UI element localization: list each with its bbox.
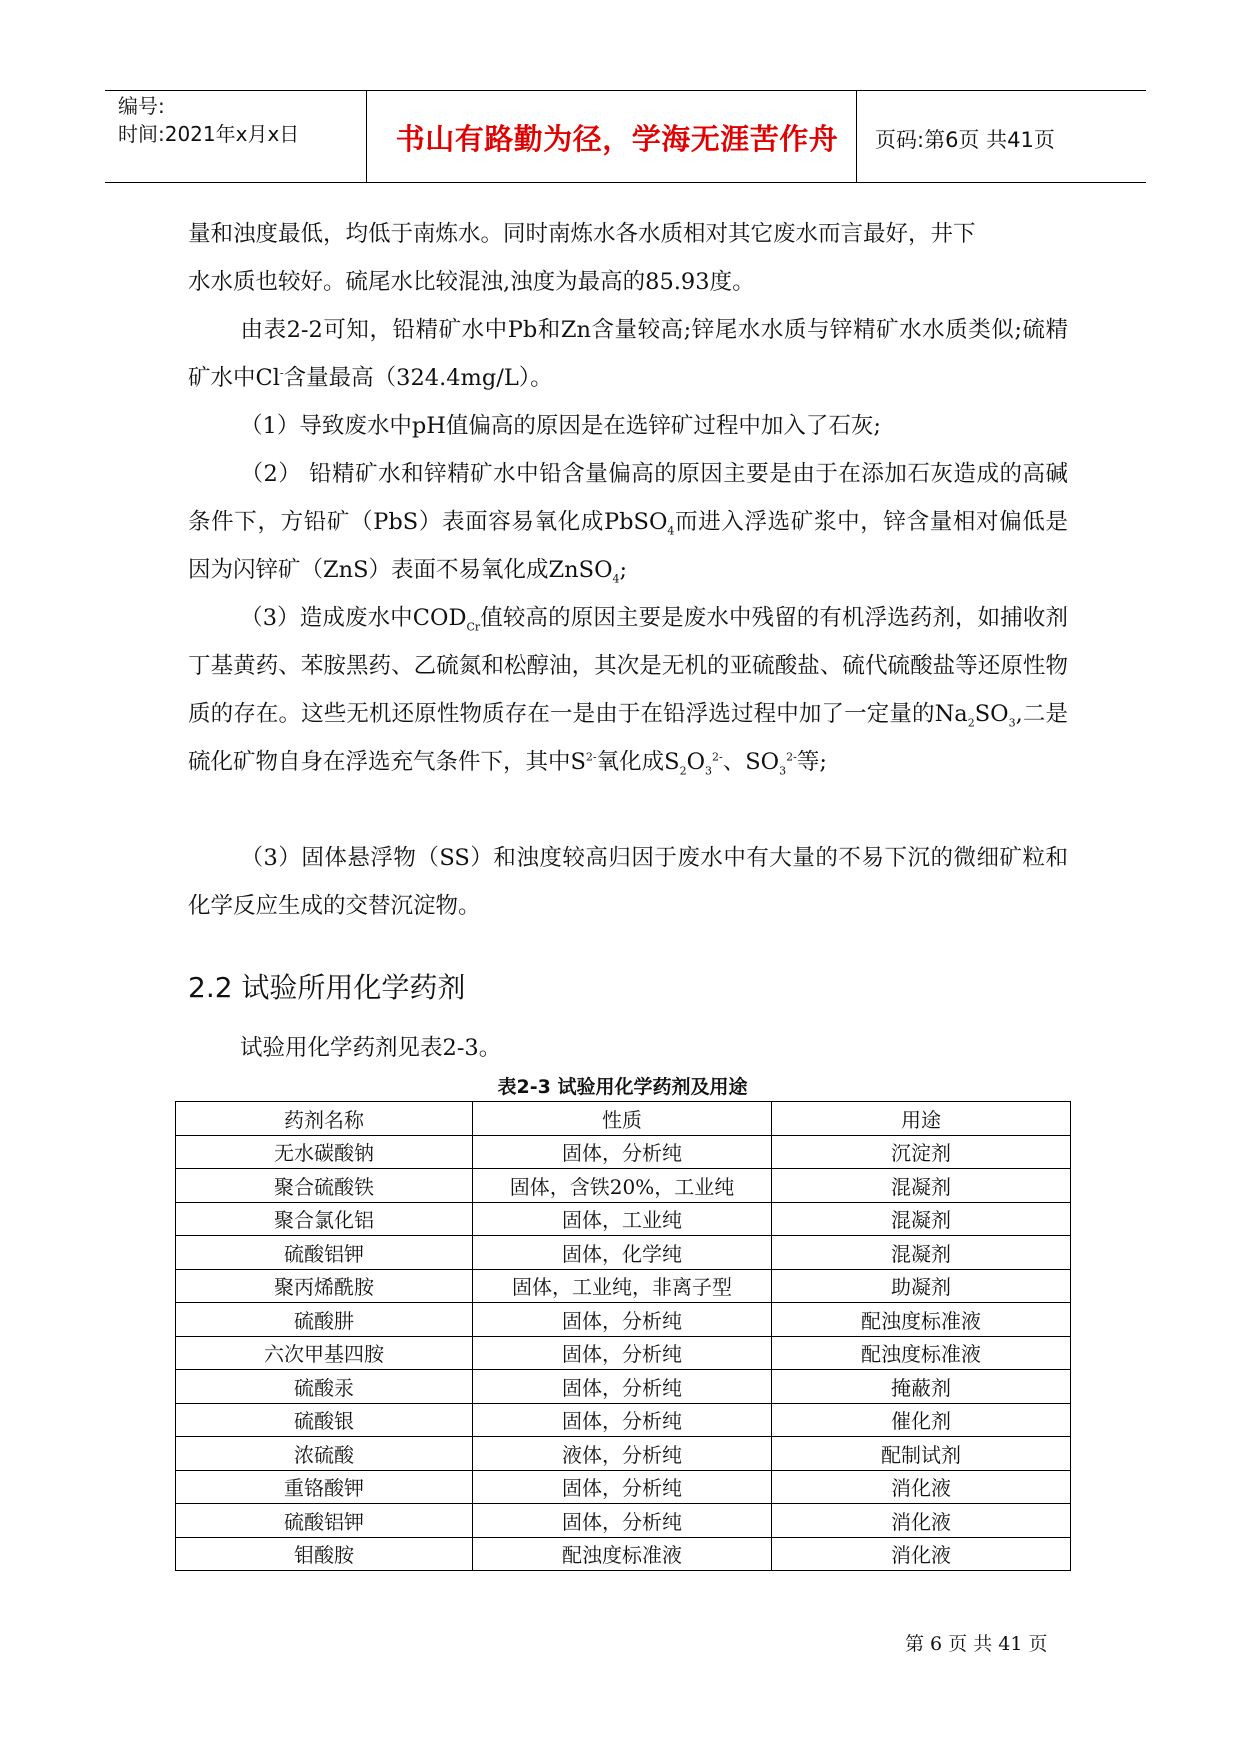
reagent-name: 硫酸铝钾: [176, 1236, 473, 1270]
table-row: [176, 1437, 1071, 1471]
paragraph-4: （2） 铅精矿水和锌精矿水中铅含量偏高的原因主要是由于在添加石灰造成的高碱条件下，方铅矿（PbS）表面容易氧化成PbSO$_4$而进入浮选矿浆中，锌含量相对偏低是因为闪锌矿（ZnS）表面不易氧化成ZnSO$_4$;: [188, 461, 1068, 586]
reagent-property: 固体，含铁20%，工业纯: [473, 1169, 772, 1203]
paragraph-1-line-2: 水水质也较好。硫尾水比较混浊,浊度为最高的85.93度。: [188, 269, 755, 295]
table-row: [176, 1135, 1071, 1169]
serial-label: 编号:: [118, 94, 165, 118]
column-header: 用途: [772, 1102, 1071, 1136]
reagent-use: 沉淀剂: [772, 1135, 1071, 1169]
reagent-use: 消化液: [772, 1537, 1071, 1571]
table-row: [176, 1336, 1071, 1370]
paragraph-3: （1）导致废水中pH值偏高的原因是在选锌矿过程中加入了石灰;: [240, 413, 881, 439]
paragraph-1: [188, 210, 1068, 306]
reagent-use: 配浊度标准液: [772, 1336, 1071, 1370]
table-row: [176, 1403, 1071, 1437]
reagent-name: 六次甲基四胺: [176, 1336, 473, 1370]
header-divider-left: [366, 90, 367, 183]
paragraph-6: （3）固体悬浮物（SS）和浊度较高归因于废水中有大量的不易下沉的微细矿粒和化学反应生成的交替沉淀物。: [188, 845, 1068, 919]
table-row: [176, 1370, 1071, 1404]
reagent-name: 浓硫酸: [176, 1437, 473, 1471]
reagent-name: 聚合氯化铝: [176, 1202, 473, 1236]
reagent-property: 液体，分析纯: [473, 1437, 772, 1471]
table-row: [176, 1504, 1071, 1538]
paragraph-1-line-1: 量和浊度最低，均低于南炼水。同时南炼水各水质相对其它废水而言最好，井下: [188, 221, 976, 247]
reagent-property: 固体，分析纯: [473, 1135, 772, 1169]
reagent-property: 配浊度标准液: [473, 1537, 772, 1571]
reagent-use: 助凝剂: [772, 1269, 1071, 1303]
reagent-name: 聚合硫酸铁: [176, 1169, 473, 1203]
reagent-property: 固体，分析纯: [473, 1403, 772, 1437]
header-motto: 书山有路勤为径，学海无涯苦作舟: [395, 122, 839, 156]
column-header: 性质: [473, 1102, 772, 1136]
reagent-name: 钼酸胺: [176, 1537, 473, 1571]
reagent-name: 硫酸铝钾: [176, 1504, 473, 1538]
reagent-property: 固体，分析纯: [473, 1370, 772, 1404]
section-intro: 试验用化学药剂见表2-3。: [240, 1035, 502, 1061]
reagent-name: 硫酸银: [176, 1403, 473, 1437]
table-row: [176, 1537, 1071, 1571]
paragraph-2: 由表2-2可知，铅精矿水中Pb和Zn含量较高;锌尾水水质与锌精矿水水质类似;硫精矿水中Cl-含量最高（324.4mg/L）。: [188, 317, 1068, 391]
reagent-property: 固体，工业纯，非离子型: [473, 1269, 772, 1303]
reagent-use: 掩蔽剂: [772, 1370, 1071, 1404]
reagent-use: 配制试剂: [772, 1437, 1071, 1471]
reagent-name: 硫酸汞: [176, 1370, 473, 1404]
table-caption: 表2-3 试验用化学药剂及用途: [497, 1076, 748, 1098]
reagent-name: 聚丙烯酰胺: [176, 1269, 473, 1303]
table-row: [176, 1303, 1071, 1337]
header-bottom-rule: [105, 182, 1146, 183]
table-row: [176, 1470, 1071, 1504]
reagent-use: 消化液: [772, 1470, 1071, 1504]
reagent-name: 重铬酸钾: [176, 1470, 473, 1504]
header-page-number: 页码:第6页 共41页: [875, 128, 1055, 152]
table-row: [176, 1236, 1071, 1270]
reagent-property: 固体，工业纯: [473, 1202, 772, 1236]
reagent-property: 固体，分析纯: [473, 1336, 772, 1370]
reagents-table: [175, 1101, 1071, 1571]
reagent-property: 固体，分析纯: [473, 1470, 772, 1504]
time-label: 时间:2021年x月x日: [118, 122, 300, 146]
reagent-use: 混凝剂: [772, 1236, 1071, 1270]
reagent-name: 无水碳酸钠: [176, 1135, 473, 1169]
table-row: [176, 1202, 1071, 1236]
header-top-rule: [105, 90, 1146, 91]
column-header: 药剂名称: [176, 1102, 473, 1136]
table-header-row: [176, 1102, 1071, 1136]
reagent-use: 催化剂: [772, 1403, 1071, 1437]
reagent-use: 混凝剂: [772, 1169, 1071, 1203]
table-row: [176, 1269, 1071, 1303]
reagent-use: 配浊度标准液: [772, 1303, 1071, 1337]
reagent-use: 混凝剂: [772, 1202, 1071, 1236]
table-row: [176, 1169, 1071, 1203]
reagent-use: 消化液: [772, 1504, 1071, 1538]
reagent-property: 固体，分析纯: [473, 1303, 772, 1337]
header-meta: [118, 92, 299, 148]
reagent-property: 固体，化学纯: [473, 1236, 772, 1270]
section-heading: 2.2 试验所用化学药剂: [188, 971, 466, 1004]
paragraph-5: （3）造成废水中$COD_{Cr}$值较高的原因主要是废水中残留的有机浮选药剂，如捕收剂丁基黄药、苯胺黑药、乙硫氮和松醇油，其次是无机的亚硫酸盐、硫代硫酸盐等还原性物质的存在。这些无机还原性物质存在一是由于在铅浮选过程中加了一定量的$Na_2SO_3$,二是硫化矿物自身在浮选充气条件下，其中$S^{2-}$氧化成$S_2O_3^{2-}$、$SO_3^{2-}$等;: [188, 605, 1068, 778]
reagent-name: 硫酸肼: [176, 1303, 473, 1337]
footer-page-number: 第 6 页 共 41 页: [905, 1633, 1048, 1655]
reagent-property: 固体，分析纯: [473, 1504, 772, 1538]
